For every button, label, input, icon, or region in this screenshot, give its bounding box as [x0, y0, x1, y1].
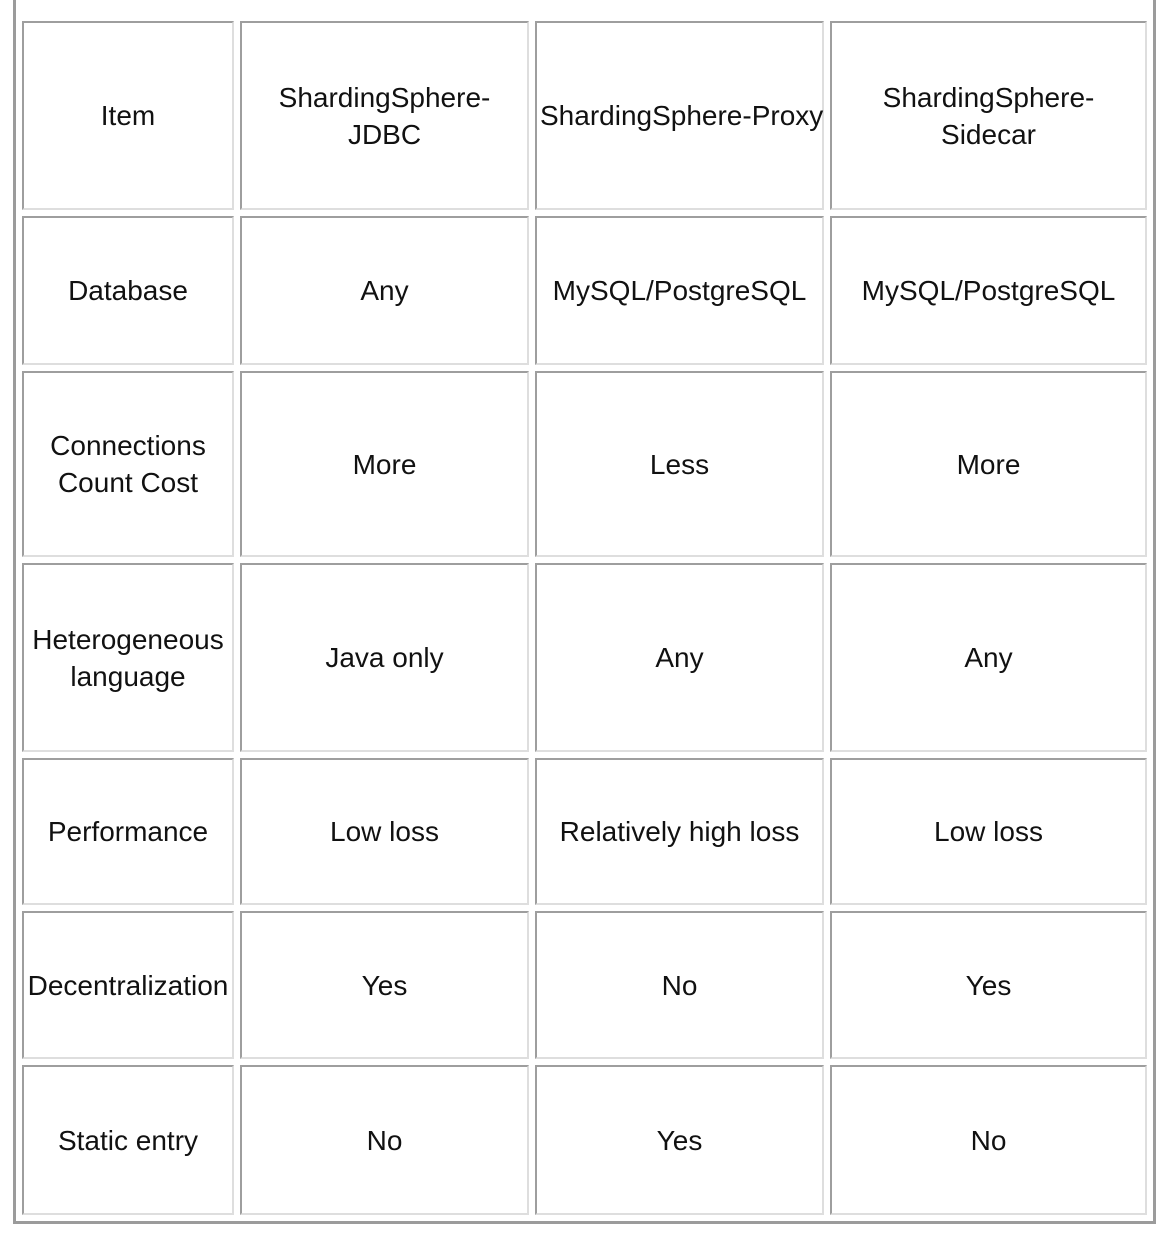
- row-label-cell: [22, 1065, 234, 1215]
- header-label: ShardingSphere-Sidecar: [882, 81, 1095, 150]
- value-cell: [535, 216, 824, 365]
- header-cell-shardingsphere-proxy: [535, 21, 824, 210]
- row-label: Connections Count Cost: [50, 430, 206, 498]
- cell-value: Low loss: [330, 816, 439, 847]
- header-row: [22, 21, 1147, 210]
- cell-value: Low loss: [934, 816, 1043, 847]
- value-cell: [830, 371, 1147, 557]
- value-cell: [535, 1065, 824, 1215]
- cell-value: Yes: [965, 969, 1012, 1001]
- cell-value: MySQL/PostgreSQL: [552, 275, 807, 306]
- value-cell: [535, 911, 824, 1059]
- row-label-cell: [22, 758, 234, 905]
- row-label-cell: [22, 911, 234, 1059]
- value-cell: [240, 1065, 529, 1215]
- header-label: ShardingSphere-JDBC: [278, 81, 491, 150]
- value-cell: [240, 371, 529, 557]
- cell-value: Less: [649, 448, 710, 480]
- table-row-connections-count-cost: [22, 371, 1147, 557]
- value-cell: [240, 563, 529, 752]
- table-row-static-entry: [22, 1065, 1147, 1215]
- header-cell-shardingsphere-jdbc: [240, 21, 529, 210]
- cell-value: Relatively high loss: [559, 816, 800, 847]
- cell-value: No: [970, 1124, 1007, 1156]
- cell-value: Yes: [656, 1124, 703, 1156]
- value-cell: [240, 216, 529, 365]
- value-cell: [830, 216, 1147, 365]
- table-row-database: [22, 216, 1147, 365]
- value-cell: [830, 758, 1147, 905]
- table-row-performance: [22, 758, 1147, 905]
- value-cell: [830, 911, 1147, 1059]
- row-label: Performance: [47, 816, 209, 847]
- cell-value: Any: [360, 275, 409, 306]
- cell-value: No: [366, 1124, 403, 1156]
- comparison-table-frame: [13, 0, 1156, 1224]
- cell-value: More: [956, 448, 1021, 480]
- row-label-cell: [22, 371, 234, 557]
- comparison-table: [16, 15, 1153, 1221]
- header-cell-item: [22, 21, 234, 210]
- row-label-cell: [22, 563, 234, 752]
- cell-value: No: [661, 969, 698, 1001]
- row-label: Database: [68, 275, 188, 306]
- table-row-heterogeneous-language: [22, 563, 1147, 752]
- header-cell-shardingsphere-sidecar: [830, 21, 1147, 210]
- cell-value: Any: [655, 642, 704, 673]
- row-label: Static entry: [57, 1124, 199, 1156]
- cell-value: MySQL/PostgreSQL: [861, 275, 1116, 306]
- cell-value: Any: [964, 642, 1013, 673]
- cell-value: Yes: [361, 969, 408, 1001]
- header-label: ShardingSphere-Proxy: [540, 100, 824, 131]
- row-label: Decentralization: [27, 969, 229, 1001]
- cell-value: More: [352, 448, 417, 480]
- value-cell: [240, 758, 529, 905]
- header-label: Item: [100, 100, 156, 131]
- value-cell: [830, 563, 1147, 752]
- value-cell: [240, 911, 529, 1059]
- value-cell: [535, 758, 824, 905]
- row-label: Heterogeneous language: [32, 623, 224, 692]
- cell-value: Java only: [325, 642, 444, 673]
- value-cell: [535, 371, 824, 557]
- row-label-cell: [22, 216, 234, 365]
- table-row-decentralization: [22, 911, 1147, 1059]
- value-cell: [535, 563, 824, 752]
- value-cell: [830, 1065, 1147, 1215]
